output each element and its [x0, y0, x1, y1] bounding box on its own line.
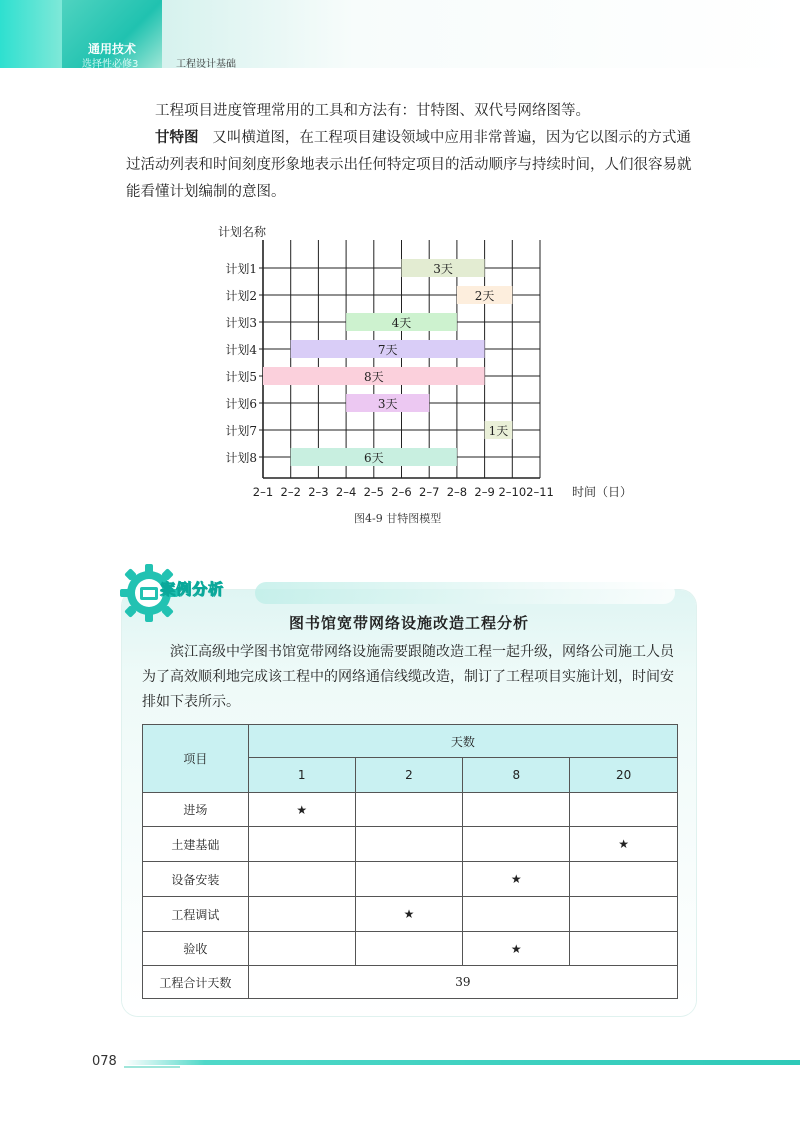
bar-duration-label: 2天	[474, 289, 495, 303]
x-tick-label: 2–7	[419, 485, 440, 499]
header-accent-left	[0, 0, 62, 68]
task-label: 计划2	[225, 289, 257, 303]
schedule-mark	[570, 897, 678, 932]
table-row	[143, 793, 678, 827]
x-axis-title: 时间（日）	[572, 485, 633, 499]
x-tick-label: 2–5	[363, 485, 384, 499]
table-row	[143, 862, 678, 897]
schedule-mark	[570, 862, 678, 897]
schedule-mark	[248, 932, 355, 966]
gantt-chart	[210, 220, 650, 510]
row-label: 验收	[143, 932, 249, 966]
task-label: 计划4	[225, 343, 257, 357]
schedule-mark	[248, 897, 355, 932]
case-paragraph	[142, 640, 682, 715]
section-title: 工程设计基础	[176, 59, 236, 70]
x-tick-label: 2–6	[391, 485, 412, 499]
header-item: 项目	[143, 725, 249, 793]
schedule-mark: ★	[248, 793, 355, 827]
bar-duration-label: 6天	[363, 451, 384, 465]
page-number: 078	[92, 1054, 117, 1069]
table-row	[143, 897, 678, 932]
day-header: 8	[463, 758, 570, 793]
x-tick-label: 2–11	[526, 485, 554, 499]
schedule-mark	[355, 932, 463, 966]
date-tick-labels	[253, 485, 554, 499]
bar-duration-label: 4天	[391, 316, 412, 330]
footer-bar-accent	[124, 1066, 180, 1068]
bar-duration-label: 3天	[433, 262, 453, 276]
day-header: 2	[355, 758, 463, 793]
task-label: 计划5	[225, 370, 257, 384]
case-banner-label: 案例分析	[160, 580, 225, 598]
header-band	[162, 0, 800, 68]
schedule-mark	[463, 827, 570, 862]
total-value: 39	[248, 966, 677, 999]
x-tick-label: 2–4	[335, 485, 357, 499]
schedule-mark	[570, 932, 678, 966]
row-label: 土建基础	[143, 827, 249, 862]
row-label: 设备安装	[143, 862, 249, 897]
header-days: 天数	[248, 725, 677, 758]
day-header: 20	[570, 758, 678, 793]
task-label: 计划6	[225, 397, 257, 411]
row-label: 进场	[143, 793, 249, 827]
schedule-mark	[570, 793, 678, 827]
schedule-mark: ★	[570, 827, 678, 862]
bar-duration-label: 8天	[363, 370, 384, 384]
bar-duration-label: 1天	[488, 424, 509, 438]
schedule-mark	[463, 897, 570, 932]
book-title: 通用技术	[88, 42, 137, 56]
case-title: 图书馆宽带网络设施改造工程分析	[288, 614, 529, 632]
gantt-paragraph	[126, 125, 696, 206]
schedule-mark	[248, 862, 355, 897]
table-row-total	[143, 966, 678, 999]
x-tick-label: 2–10	[498, 485, 527, 499]
task-label: 计划1	[225, 262, 257, 276]
chart-bars	[263, 259, 512, 466]
intro-paragraph	[126, 98, 696, 125]
task-labels	[225, 261, 257, 465]
bar-duration-label: 7天	[377, 343, 398, 357]
schedule-mark	[355, 862, 463, 897]
bar-duration-label: 3天	[377, 397, 398, 411]
task-label: 计划7	[225, 424, 257, 438]
x-tick-label: 2–9	[474, 485, 495, 499]
task-label: 计划3	[225, 316, 257, 330]
x-tick-label: 2–8	[446, 485, 468, 499]
book-volume: 选择性必修3	[82, 59, 139, 70]
gantt-description: 又叫横道图，在工程项目建设领域中应用非常普遍，因为它以图示的方式通过活动列表和时间刻度形象地表示出任何特定项目的活动顺序与持续时间，人们很容易就能看懂计划编制的意图。	[126, 130, 692, 200]
x-tick-label: 2–1	[252, 485, 274, 499]
x-tick-label: 2–2	[280, 485, 301, 499]
case-text: 滨江高级中学图书馆宽带网络设施需要跟随改造工程一起升级，网络公司施工人员为了高效顺利地完成该工程中的网络通信线缆改造，制订了工程项目实施计划，时间安排如下表所示。	[142, 644, 674, 710]
x-tick-label: 2–3	[308, 485, 329, 499]
intro-text: 工程项目进度管理常用的工具和方法有：甘特图、双代号网络图等。	[155, 103, 590, 119]
schedule-mark: ★	[463, 862, 570, 897]
schedule-table	[142, 724, 678, 999]
y-axis-title: 计划名称	[218, 225, 267, 239]
footer-bar	[124, 1060, 800, 1065]
gantt-term: 甘特图	[155, 130, 199, 146]
schedule-mark: ★	[463, 932, 570, 966]
day-header: 1	[248, 758, 355, 793]
task-label: 计划8	[225, 451, 257, 465]
schedule-mark	[248, 827, 355, 862]
total-label: 工程合计天数	[143, 966, 249, 999]
figure-caption: 图4-9 甘特图模型	[354, 512, 442, 525]
schedule-mark	[355, 827, 463, 862]
table-row	[143, 932, 678, 966]
case-banner-ribbon	[255, 582, 675, 604]
chart-grid	[259, 240, 540, 478]
schedule-mark	[463, 793, 570, 827]
table-row	[143, 827, 678, 862]
schedule-mark	[355, 793, 463, 827]
schedule-mark: ★	[355, 897, 463, 932]
row-label: 工程调试	[143, 897, 249, 932]
